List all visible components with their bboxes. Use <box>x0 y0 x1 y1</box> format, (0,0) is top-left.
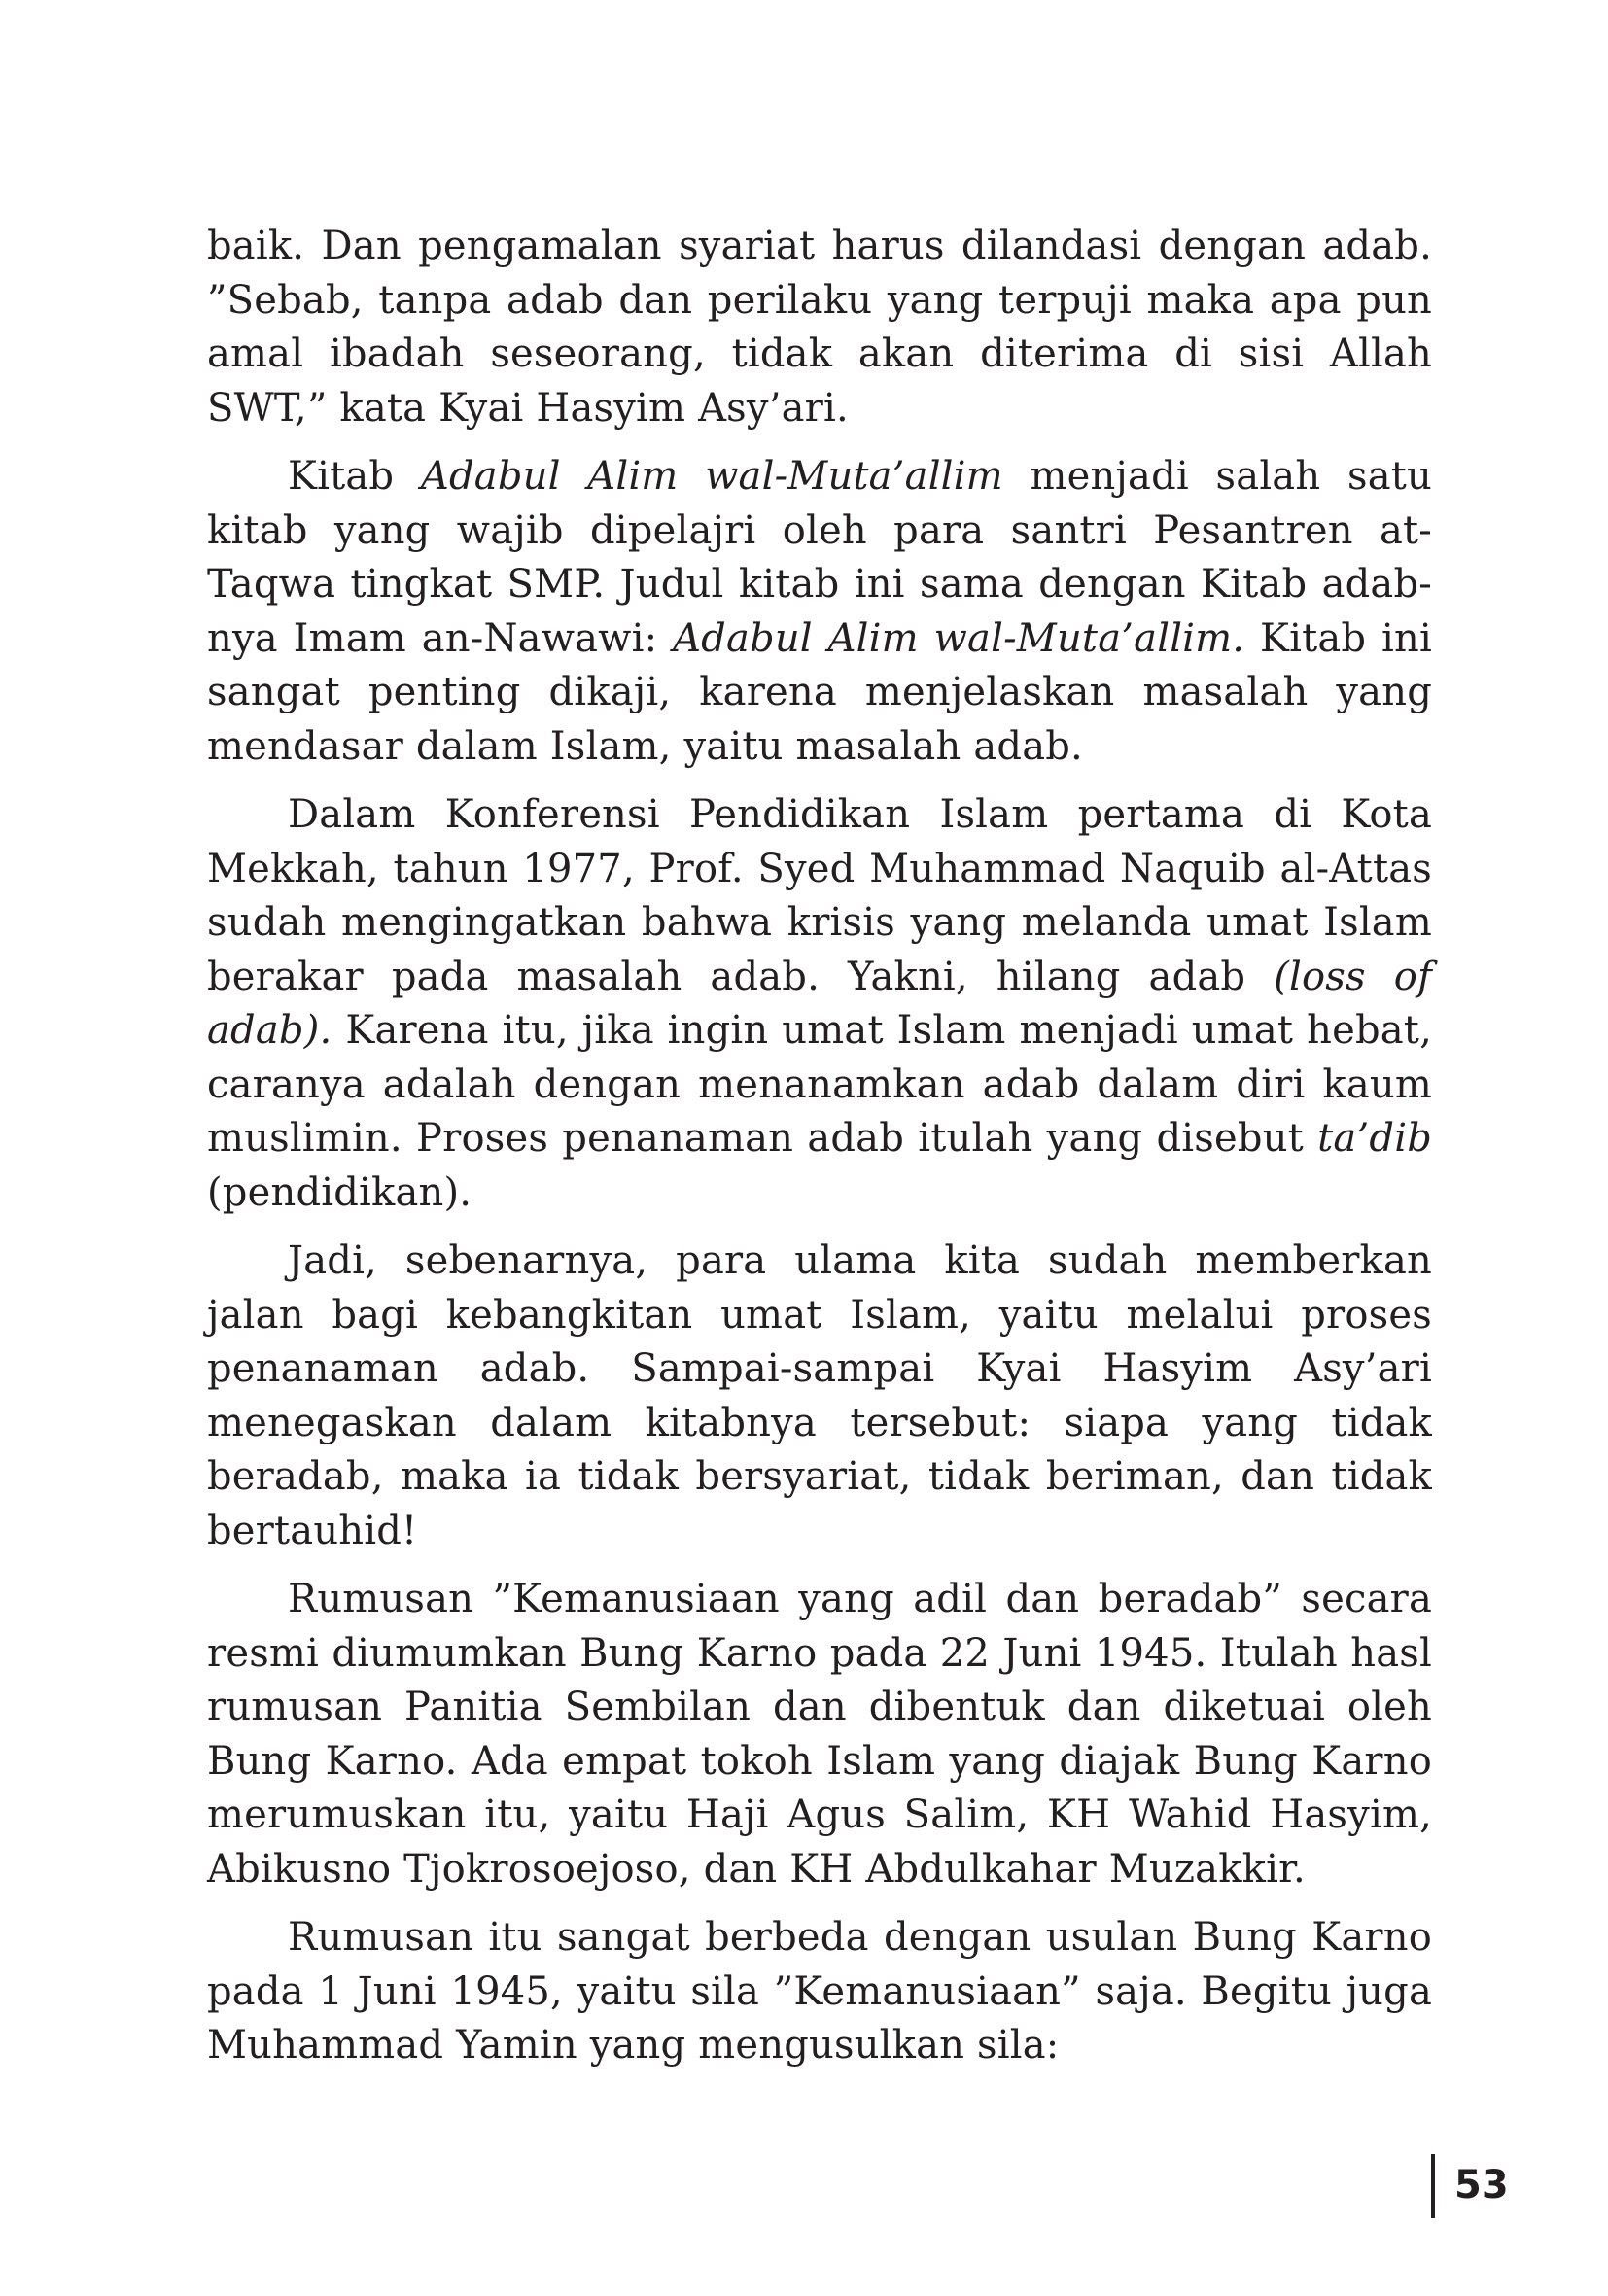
text-segment: Kitab <box>288 454 421 499</box>
italic-term: (loss of adab). <box>207 954 1432 1053</box>
paragraph <box>207 1911 1432 2073</box>
italic-term: Adabul Alim wal-Muta’allim <box>420 454 1003 499</box>
text-segment: Kitab ini sangat penting dikaji, karena menjelaskan masalah yang mendasar dalam Islam, yaitu masalah adab. <box>207 615 1432 769</box>
text-segment: Dalam Konferensi Pendidikan Islam pertama di Kota Mekkah, tahun 1977, Prof. Syed Muhammad Naquib al-Attas sudah mengingatkan bahwa krisis yang melanda umat Islam berakar pada masalah adab. Yakni, hilang adab <box>207 792 1432 999</box>
italic-term: ta’dib <box>1317 1116 1432 1161</box>
text-segment: menjadi salah satu kitab yang wajib dipelajri oleh para santri Pesantren at-Taqwa tingkat SMP. Judul kitab ini sama dengan Kitab adab-nya Imam an-Nawawi: <box>207 454 1432 661</box>
paragraph <box>207 788 1432 1220</box>
text-segment: Jadi, sebenarnya, para ulama kita sudah memberkan jalan bagi kebangkitan umat Islam, yaitu melalui proses penanaman adab. Sampai-sampai Kyai Hasyim Asy’ari menegaskan dalam kitabnya tersebut: siapa yang tidak beradab, maka ia tidak bersyariat, tidak beriman, dan tidak bertauhid! <box>207 1238 1432 1553</box>
text-segment: Karena itu, jika ingin umat Islam menjadi umat hebat, caranya adalah dengan menanamkan adab dalam diri kaum muslimin. Proses penanaman adab itulah yang disebut <box>207 1008 1432 1161</box>
italic-term: Adabul Alim wal-Muta’allim. <box>673 615 1245 661</box>
paragraph <box>207 220 1432 435</box>
text-segment: Rumusan ”Kemanusiaan yang adil dan beradab” secara resmi diumumkan Bung Karno pada 22 Juni 1945. Itulah hasl rumusan Panitia Sembilan dan dibentuk dan diketuai oleh Bung Karno. Ada empat tokoh Islam yang diajak Bung Karno merumuskan itu, yaitu Haji Agus Salim, KH Wahid Hasyim, Abikusno Tjokrosoejoso, dan KH Abdulkahar Muzakkir. <box>207 1577 1432 1892</box>
page-number-divider <box>1431 2154 1435 2218</box>
body-text <box>207 220 1432 2088</box>
paragraph <box>207 1235 1432 1558</box>
paragraph <box>207 450 1432 774</box>
page-number: 53 <box>1454 2163 1509 2208</box>
text-segment: (pendidikan). <box>207 1169 472 1215</box>
paragraph <box>207 1573 1432 1896</box>
text-segment: Rumusan itu sangat berbeda dengan usulan Bung Karno pada 1 Juni 1945, yaitu sila ”Kemanusiaan” saja. Begitu juga Muhammad Yamin yang mengusulkan sila: <box>207 1915 1432 2068</box>
text-segment: baik. Dan pengamalan syariat harus dilandasi dengan adab. ”Sebab, tanpa adab dan perilaku yang terpuji maka apa pun amal ibadah seseorang, tidak akan diterima di sisi Allah SWT,” kata Kyai Hasyim Asy’ari. <box>207 224 1432 431</box>
